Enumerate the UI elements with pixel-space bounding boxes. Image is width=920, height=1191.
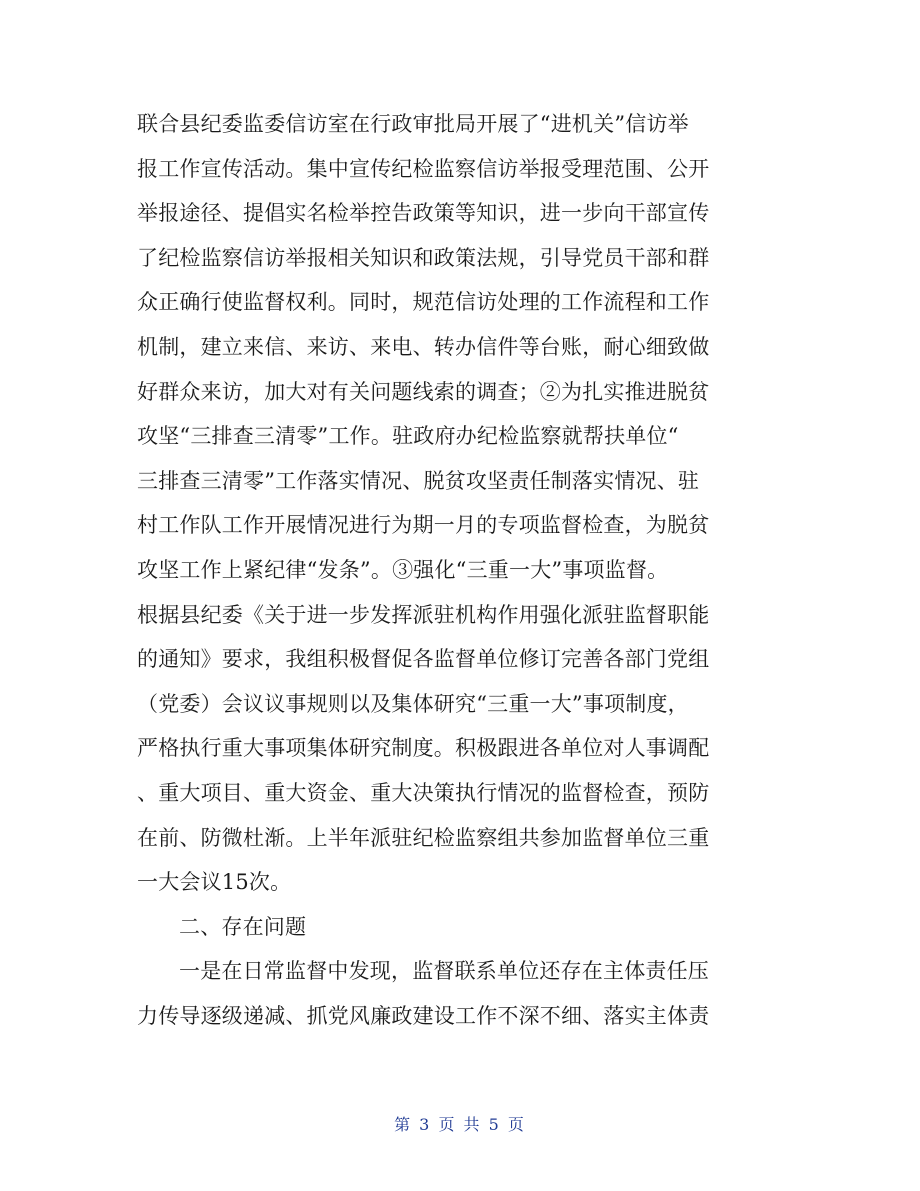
body-line: 了纪检监察信访举报相关知识和政策法规，引导党员干部和群	[137, 245, 710, 270]
body-line: 、重大项目、重大资金、重大决策执行情况的监督检查，预防	[137, 780, 710, 805]
body-line: 力传导逐级递减、抓党风廉政建设工作不深不细、落实主体责	[137, 1003, 710, 1028]
body-line: 村工作队工作开展情况进行为期一月的专项监督检查，为脱贫	[137, 513, 710, 538]
body-line: 报工作宣传活动。集中宣传纪检监察信访举报受理范围、公开	[137, 156, 710, 181]
body-line: 在前、防微杜渐。上半年派驻纪检监察组共参加监督单位三重	[137, 825, 710, 850]
body-line: 严格执行重大事项集体研究制度。积极跟进各单位对人事调配	[137, 736, 710, 761]
body-line: （党委）会议议事规则以及集体研究“三重一大”事项制度，	[137, 691, 689, 716]
body-line: 攻坚工作上紧纪律“发条”。③强化“三重一大”事项监督。	[137, 557, 669, 582]
page-number-footer: 第 3 页 共 5 页	[394, 1115, 526, 1134]
body-line: 一大会议15次。	[137, 870, 292, 895]
body-line: 机制，建立来信、来访、来电、转办信件等台账，耐心细致做	[137, 334, 710, 359]
body-line: 联合县纪委监委信访室在行政审批局开展了“进机关”信访举	[137, 112, 689, 136]
body-line: 举报途径、提倡实名检举控告政策等知识，进一步向干部宣传	[137, 201, 710, 226]
body-line: 好群众来访，加大对有关问题线索的调查；②为扎实推进脱贫	[137, 379, 710, 404]
body-line: 攻坚“三排查三清零”工作。驻政府办纪检监察就帮扶单位“	[137, 424, 679, 449]
body-line: 的通知》要求，我组积极督促各监督单位修订完善各部门党组	[137, 647, 710, 672]
section-heading: 二、存在问题	[179, 914, 307, 939]
body-line: 根据县纪委《关于进一步发挥派驻机构作用强化派驻监督职能	[137, 602, 710, 627]
body-line: 一是在日常监督中发现，监督联系单位还存在主体责任压	[179, 959, 709, 984]
document-body	[137, 102, 797, 1038]
body-line: 三排查三清零”工作落实情况、脱贫攻坚责任制落实情况、驻	[137, 468, 700, 493]
body-line: 众正确行使监督权利。同时，规范信访处理的工作流程和工作	[137, 290, 710, 315]
